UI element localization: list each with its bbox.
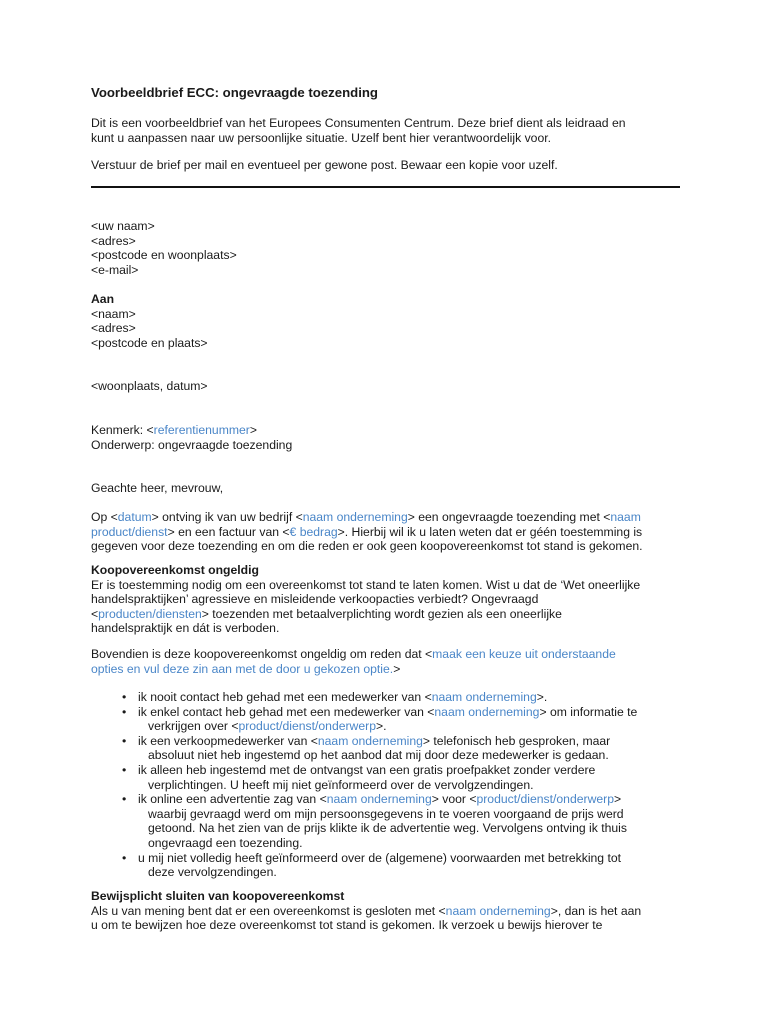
list-item: • u mij niet volledig heeft geïnformeerd over de (algemene) voorwaarden met betrekking tot deze vervolgzendingen. [122, 850, 622, 880]
sender-line: <uw naam> [91, 219, 155, 233]
opening-paragraph: Op <datum> ontving ik van uw bedrijf <naam onderneming> een ongevraagde toezending met <naam product/dienst> en een factuur van <€ bedrag>. Hierbij wil ik u laten weten dat er géén toestemming is gegeven voor deze toezending en om die reden er ook geen koopovereenkomst tot stand is gekomen. [91, 510, 643, 554]
recipient-block [91, 292, 681, 350]
recipient-line: <naam> [91, 306, 136, 321]
placeholder-text: opties en vul deze zin aan met de door u gekozen optie. [91, 661, 394, 676]
placeholder-text: datum [117, 510, 152, 524]
bullet-icon: • [122, 792, 127, 807]
placeholder-text: naam [610, 510, 641, 524]
sender-block [91, 219, 681, 277]
placeholder-text: product/dienst/onderwerp [476, 792, 614, 807]
list-item: • ik online een advertentie zag van <naam onderneming> voor <product/dienst/onderwerp> waarbij gevraagd werd om mijn persoonsgegevens in te voeren voorgaand de prijs werd getoond. Na het zien van de prijs klikte ik de advertentie weg. Vervolgens ontving ik thuis ongevraagd een toezending. [122, 792, 627, 850]
list-item: • ik alleen heb ingestemd met de ontvangst van een gratis proefpakket zonder verdere verplichtingen. U heeft mij niet geïnformeerd over de vervolgzendingen. [122, 762, 596, 792]
bullet-icon: • [122, 704, 127, 719]
recipient-label: Aan [91, 292, 115, 306]
place-date: <woonplaats, datum> [91, 379, 208, 393]
sender-line: <e-mail> [91, 262, 139, 277]
options-list [91, 690, 681, 880]
recipient-line: <adres> [91, 321, 136, 336]
onderwerp-line: Onderwerp: ongevraagde toezending [91, 437, 293, 452]
placeholder-text: product/dienst [91, 524, 168, 539]
section-bewijsplicht: Bewijsplicht sluiten van koopovereenkomst Als u van mening bent dat er een overeenkomst is gesloten met <naam onderneming>, dan is het aan u om te bewijzen hoe deze overeenkomst tot stand is gekomen. Ik verzoek u bewijs hierover te [91, 889, 681, 933]
placeholder-text: naam onderneming [431, 690, 537, 704]
divider [91, 186, 680, 188]
placeholder-text: product/dienst/onderwerp [238, 719, 376, 734]
intro-line: kunt u aanpassen naar uw persoonlijke situatie. Uzelf bent hier verantwoordelijk voor. [91, 130, 552, 145]
placeholder-text: maak een keuze uit onderstaande [432, 647, 616, 661]
intro-line: Dit is een voorbeeldbrief van het Europees Consumenten Centrum. Deze brief dient als leidraad en [91, 116, 626, 130]
reference-block [91, 423, 681, 452]
list-item: • ik nooit contact heb gehad met een medewerker van <naam onderneming>. [122, 690, 548, 704]
recipient-line: <postcode en plaats> [91, 335, 208, 350]
kenmerk-line: Kenmerk: <referentienummer> [91, 423, 257, 437]
placeholder-text: naam onderneming [445, 903, 551, 918]
list-item: • ik een verkoopmedewerker van <naam onderneming> telefonisch heb gesproken, maar absoluut niet heb ingestemd op het aanbod dat mij door deze medewerker is gedaan. [122, 733, 611, 763]
bullet-icon: • [122, 762, 127, 777]
placeholder-text: naam onderneming [434, 704, 540, 719]
section-koopovereenkomst: Koopovereenkomst ongeldig Er is toestemming nodig om een overeenkomst tot stand te laten komen. Wist u dat de ‘Wet oneerlijke handelspraktijken’ agressieve en misleidende verkoopacties verbiedt? Ongevraagd <producten/diensten> toezenden met betaalverplichting wordt gezien als een oneerlijke handelspraktijk en dát is verboden. [91, 563, 681, 636]
instruction-line: Verstuur de brief per mail en eventueel per gewone post. Bewaar een kopie voor uzelf. [91, 158, 558, 172]
intro-paragraph [91, 116, 681, 145]
bullet-icon: • [122, 733, 127, 748]
reason-paragraph: Bovendien is deze koopovereenkomst ongeldig om reden dat <maak een keuze uit onderstaande opties en vul deze zin aan met de door u gekozen optie.> [91, 647, 616, 676]
bullet-icon: • [122, 850, 127, 865]
salutation: Geachte heer, mevrouw, [91, 481, 224, 495]
sender-line: <postcode en woonplaats> [91, 248, 237, 263]
sender-line: <adres> [91, 233, 136, 248]
list-item: • ik enkel contact heb gehad met een medewerker van <naam onderneming> om informatie te verkrijgen over <product/dienst/onderwerp>. [122, 704, 638, 734]
document-title: Voorbeeldbrief ECC: ongevraagde toezending [91, 85, 378, 100]
placeholder-text: producten/diensten [98, 606, 202, 621]
placeholder-text: naam onderneming [326, 792, 432, 807]
bullet-icon: • [122, 690, 127, 704]
placeholder-text: naam onderneming [302, 510, 408, 524]
placeholder-text: € bedrag [289, 524, 338, 539]
placeholder-text: naam onderneming [317, 733, 423, 748]
section-heading: Bewijsplicht sluiten van koopovereenkomst [91, 889, 345, 903]
section-heading: Koopovereenkomst ongeldig [91, 563, 259, 577]
placeholder-text: referentienummer [153, 423, 250, 437]
